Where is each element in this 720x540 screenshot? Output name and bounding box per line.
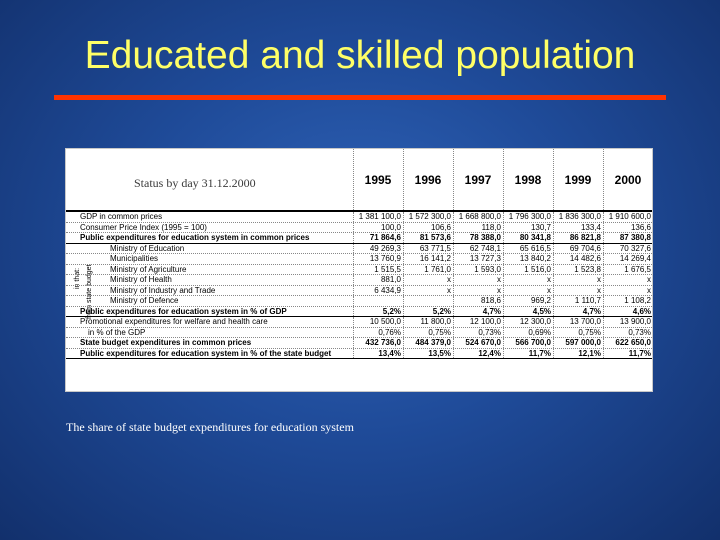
table-cell: 136,6 [603,223,653,233]
table-cell: 597 000,0 [553,338,603,348]
table-cell: 1 516,0 [503,265,553,275]
table-cell: x [453,275,503,285]
table-cell: 969,2 [503,296,553,306]
table-cell: 432 736,0 [353,338,403,348]
table-cell: 65 616,5 [503,244,553,254]
table-cell: 1 796 300,0 [503,212,553,222]
table-cell: x [453,286,503,296]
row-label: in % of the GDP [88,327,146,337]
table-cell: 0,76% [353,328,403,338]
table-row [66,286,652,297]
table-row [66,328,652,339]
table-cell: 81 573,6 [403,233,453,243]
table-row [66,223,652,234]
table-cell: 5,2% [353,307,403,317]
table-cell: x [503,286,553,296]
table-cell: 1 515,5 [353,265,403,275]
table-row [66,349,652,360]
row-label: Municipalities [110,254,159,263]
table-cell [403,296,453,306]
row-label: Ministry of Defence [110,296,179,305]
table-cell: 14 269,4 [603,254,653,264]
table-cell: 1 668 800,0 [453,212,503,222]
table-row [66,254,652,265]
table-cell: 4,7% [453,307,503,317]
table-cell: 12 300,0 [503,317,553,327]
table-cell: 1 676,5 [603,265,653,275]
table-cell: 1 523,8 [553,265,603,275]
table-cell: 1 381 100,0 [353,212,403,222]
table-cell: 11,7% [503,349,553,359]
table-cell: 0,69% [503,328,553,338]
table-cell: 14 482,6 [553,254,603,264]
table-row [66,212,652,223]
table-cell: 86 821,8 [553,233,603,243]
year-header: 1999 [564,173,592,187]
table-cell: 87 380,8 [603,233,653,243]
table-cell: 133,4 [553,223,603,233]
table-row [66,275,652,286]
year-header: 1998 [514,173,542,187]
table-cell: 71 864,6 [353,233,403,243]
table-cell: 12 100,0 [453,317,503,327]
table-row [66,338,652,349]
table-cell: 1 108,2 [603,296,653,306]
table-cell: 13 900,0 [603,317,653,327]
table-cell: 484 379,0 [403,338,453,348]
table-cell: 4,6% [603,307,653,317]
year-header: 2000 [614,173,642,187]
table-cell: 1 110,7 [553,296,603,306]
table-row [66,233,652,244]
table-cell: 0,73% [603,328,653,338]
table-cell: x [603,286,653,296]
row-label: Ministry of Education [110,243,185,253]
status-date-label: Status by day 31.12.2000 [134,176,256,190]
title-underline [54,95,666,100]
table-cell: x [603,275,653,285]
side-label-in-that: in that: [74,267,81,289]
table-cell: 0,75% [403,328,453,338]
row-label: State budget expenditures in common prices [80,338,252,347]
table-cell: 12,1% [553,349,603,359]
table-row [66,296,652,307]
table-cell: 130,7 [503,223,553,233]
table-cell: 4,7% [553,307,603,317]
table-cell: x [403,275,453,285]
row-label: Ministry of Health [110,275,172,284]
year-header: 1996 [414,173,442,187]
table-cell: 78 388,0 [453,233,503,243]
table-cell: 818,6 [453,296,503,306]
table-cell: 0,73% [453,328,503,338]
table-cell: 49 269,3 [353,244,403,254]
table-row [66,307,652,318]
table-cell: 622 650,0 [603,338,653,348]
table-cell: 12,4% [453,349,503,359]
row-label: Ministry of Industry and Trade [110,285,216,295]
table-cell: 80 341,8 [503,233,553,243]
table-cell: 10 500,0 [353,317,403,327]
table-header [66,149,652,212]
row-label: Promotional expenditures for welfare and health care [80,317,268,326]
table-cell: 13 700,0 [553,317,603,327]
table-cell [353,296,403,306]
table-cell: 11 800,0 [403,317,453,327]
table-cell: 70 327,6 [603,244,653,254]
table-cell: x [553,275,603,285]
row-label: Public expenditures for education system in % of the state budget [80,348,332,358]
table-cell: 100,0 [353,223,403,233]
row-label: GDP in common prices [80,212,163,221]
table-cell: 62 748,1 [453,244,503,254]
table-cell: 1 572 300,0 [403,212,453,222]
row-label: Ministry of Agriculture [110,264,187,274]
table-cell: 13 840,2 [503,254,553,264]
table-cell: 1 836 300,0 [553,212,603,222]
table-cell: 13,4% [353,349,403,359]
table-cell: 1 761,0 [403,265,453,275]
table-cell: 106,6 [403,223,453,233]
slide-title: Educated and skilled population [84,34,636,77]
table-cell: 16 141,2 [403,254,453,264]
table-cell: 0,75% [553,328,603,338]
table-row [66,265,652,276]
table-cell: 1 593,0 [453,265,503,275]
table-cell: 69 704,6 [553,244,603,254]
table-cell: 566 700,0 [503,338,553,348]
row-label: Public expenditures for education system in common prices [80,233,310,242]
table-cell: 1 910 600,0 [603,212,653,222]
table-cell: 5,2% [403,307,453,317]
table-cell: 6 434,9 [353,286,403,296]
side-label-state-budget: from state budget [86,264,93,319]
table-cell: 881,0 [353,275,403,285]
table-cell: 13,5% [403,349,453,359]
table-cell: 63 771,5 [403,244,453,254]
table-cell: 13 760,9 [353,254,403,264]
table-cell: 13 727,3 [453,254,503,264]
table-row [66,317,652,328]
year-header: 1995 [364,173,392,187]
data-table [65,148,653,392]
table-cell: 4,5% [503,307,553,317]
row-label: Consumer Price Index (1995 = 100) [80,222,207,232]
table-row [66,244,652,255]
table-cell: x [503,275,553,285]
table-cell: x [553,286,603,296]
year-header: 1997 [464,173,492,187]
slide-caption: The share of state budget expenditures for education system [66,420,354,434]
table-cell: x [403,286,453,296]
row-label: Public expenditures for education system in % of GDP [80,306,287,316]
table-cell: 118,0 [453,223,503,233]
table-cell: 524 670,0 [453,338,503,348]
table-cell: 11,7% [603,349,653,359]
